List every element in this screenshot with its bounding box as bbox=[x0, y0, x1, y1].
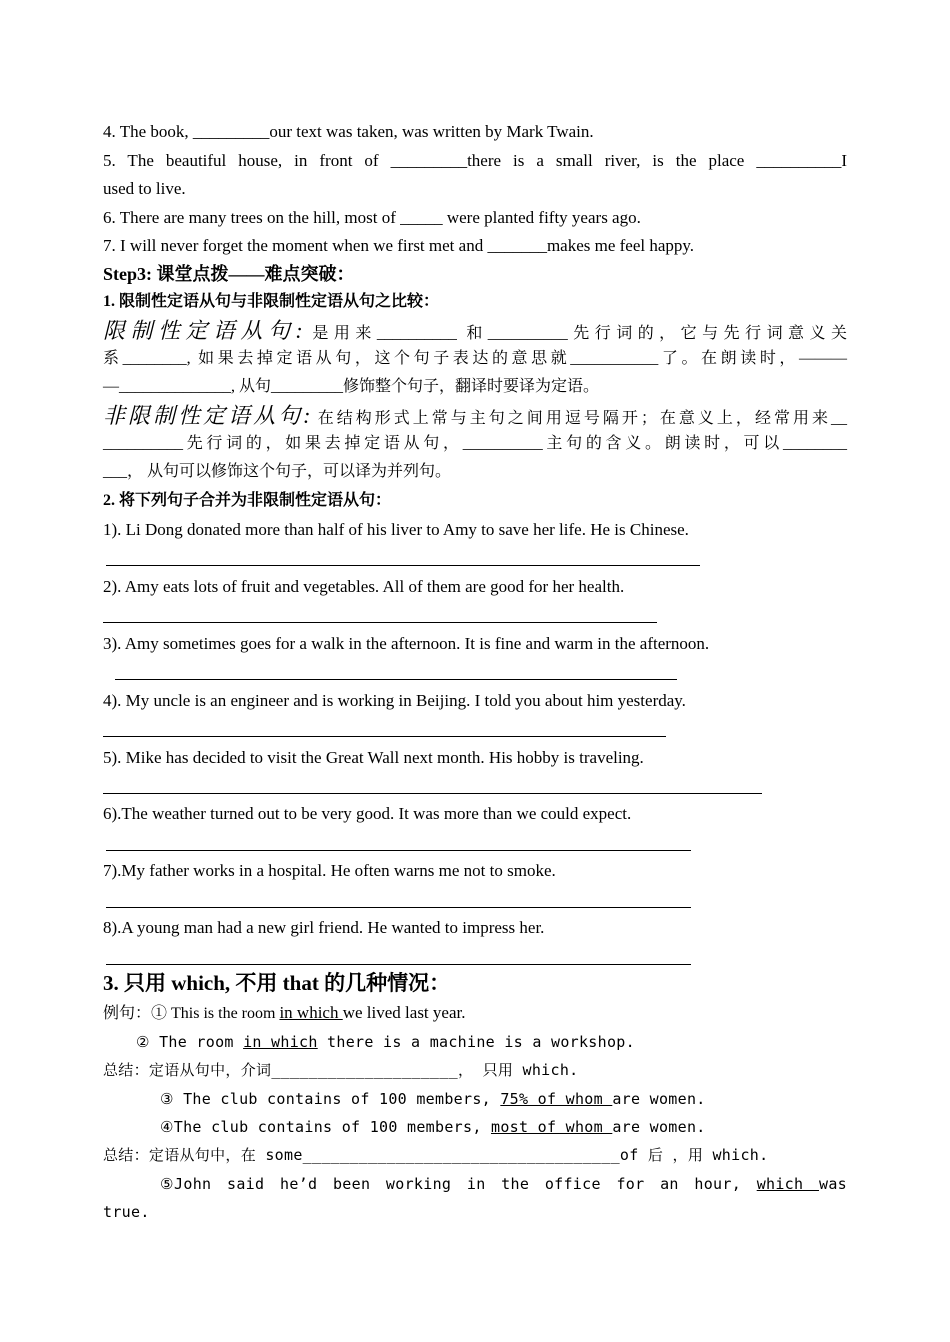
step3-heading: Step3: 课堂点拨——难点突破： bbox=[103, 264, 355, 284]
summary-2-blank[interactable]: __________________________________ bbox=[302, 1146, 620, 1164]
example-2-pre: ② The room bbox=[136, 1033, 244, 1051]
subsection-2-heading: 2. 将下列句子合并为非限制性定语从句： bbox=[103, 492, 392, 509]
restrictive-term: 限制性定语从句: bbox=[103, 318, 303, 343]
summary-2-post: of 后 ，用 which. bbox=[619, 1146, 769, 1164]
answer-line-5[interactable] bbox=[103, 793, 762, 794]
example-5 bbox=[160, 1174, 847, 1194]
answer-line-1[interactable] bbox=[106, 565, 700, 566]
exercise-item-4: 4. The book, _________our text was taken, was written by Mark Twain. bbox=[103, 122, 594, 141]
example-3-pre: ③ The club contains of 100 members, bbox=[160, 1090, 501, 1108]
example-1-post: we lived last year. bbox=[342, 1003, 466, 1022]
answer-line-8[interactable] bbox=[106, 964, 691, 965]
combine-item-3: 3). Amy sometimes goes for a walk in the afternoon. It is fine and warm in the afternoon. bbox=[103, 634, 710, 653]
restrictive-text-1: 是用来__________ 和__________先行词的，它与先行词意义关 bbox=[312, 325, 847, 342]
nonrestrictive-term: 非限制性定语从句: bbox=[103, 403, 311, 428]
summary-2 bbox=[103, 1145, 768, 1165]
answer-line-6[interactable] bbox=[106, 850, 691, 851]
combine-item-5: 5). Mike has decided to visit the Great Wall next month. His hobby is traveling. bbox=[103, 748, 644, 767]
answer-line-4[interactable] bbox=[103, 736, 666, 737]
example-1-pre: 例句：① This is the room bbox=[103, 1005, 280, 1022]
exercise-item-6: 6. There are many trees on the hill, most of _____ were planted fifty years ago. bbox=[103, 208, 641, 227]
summary-1-blank[interactable]: ____________________ bbox=[271, 1061, 458, 1079]
exercise-item-5-cont: used to live. bbox=[103, 179, 186, 198]
example-3-underlined: 75% of whom bbox=[500, 1090, 613, 1108]
nonrestrictive-line-3: ___， 从句可以修饰这个句子，可以译为并列句。 bbox=[103, 463, 452, 480]
restrictive-line-2: 系________, 如果去掉定语从句，这个句子表达的意思就___________了。在朗读时，——— bbox=[103, 350, 847, 367]
example-5-underlined: which bbox=[756, 1175, 819, 1193]
example-3 bbox=[160, 1089, 706, 1109]
answer-line-3[interactable] bbox=[115, 679, 677, 680]
example-4-post: are women. bbox=[612, 1118, 706, 1136]
example-5-cont: true. bbox=[103, 1203, 150, 1221]
restrictive-line-1 bbox=[103, 318, 847, 347]
example-5-post: was bbox=[818, 1175, 847, 1193]
example-4-underlined: most of whom bbox=[491, 1118, 613, 1136]
summary-2-pre: 总结：定语从句中，在 some bbox=[103, 1146, 303, 1164]
summary-1-pre: 总结：定语从句中，介词 bbox=[103, 1061, 272, 1079]
nonrestrictive-text-1: 在结构形式上常与主句之间用逗号隔开；在意义上，经常用来__ bbox=[317, 410, 847, 427]
example-2 bbox=[136, 1032, 635, 1052]
exercise-item-5: 5. The beautiful house, in front of _________there is a small river, is the place __________I bbox=[103, 151, 847, 170]
example-1 bbox=[103, 1003, 465, 1024]
section-3-heading: 3. 只用 which, 不用 that 的几种情况： bbox=[103, 971, 451, 995]
summary-1-post: ， 只用 which. bbox=[457, 1061, 579, 1079]
combine-item-8: 8).A young man had a new girl friend. He wanted to impress her. bbox=[103, 918, 545, 937]
combine-item-4: 4). My uncle is an engineer and is working in Beijing. I told you about him yesterday. bbox=[103, 691, 686, 710]
example-3-post: are women. bbox=[612, 1090, 706, 1108]
example-2-underlined: in which bbox=[243, 1033, 318, 1051]
example-2-post: there is a machine is a workshop. bbox=[317, 1033, 635, 1051]
answer-line-2[interactable] bbox=[103, 622, 657, 623]
combine-item-7: 7).My father works in a hospital. He often warns me not to smoke. bbox=[103, 861, 556, 880]
example-1-underlined: in which bbox=[279, 1003, 343, 1022]
example-5-pre: ⑤John said he’d been working in the office for an hour, bbox=[160, 1175, 757, 1193]
answer-line-7[interactable] bbox=[106, 907, 691, 908]
combine-item-6: 6).The weather turned out to be very good. It was more than we could expect. bbox=[103, 804, 632, 823]
summary-1 bbox=[103, 1060, 578, 1080]
exercise-item-7: 7. I will never forget the moment when we first met and _______makes me feel happy. bbox=[103, 236, 695, 255]
combine-item-2: 2). Amy eats lots of fruit and vegetables. All of them are good for her health. bbox=[103, 577, 625, 596]
nonrestrictive-line-1 bbox=[103, 403, 847, 432]
subsection-1-heading: 1. 限制性定语从句与非限制性定语从句之比较： bbox=[103, 293, 440, 310]
example-4 bbox=[160, 1117, 706, 1137]
nonrestrictive-line-2: __________先行词的，如果去掉定语从句，__________主句的含义。朗读时，可以________ bbox=[103, 435, 847, 452]
example-4-pre: ④The club contains of 100 members, bbox=[160, 1118, 491, 1136]
restrictive-line-3: —______________, 从句_________修饰整个句子，翻译时要译为定语。 bbox=[103, 378, 600, 395]
combine-item-1: 1). Li Dong donated more than half of his liver to Amy to save her life. He is Chinese. bbox=[103, 520, 689, 539]
